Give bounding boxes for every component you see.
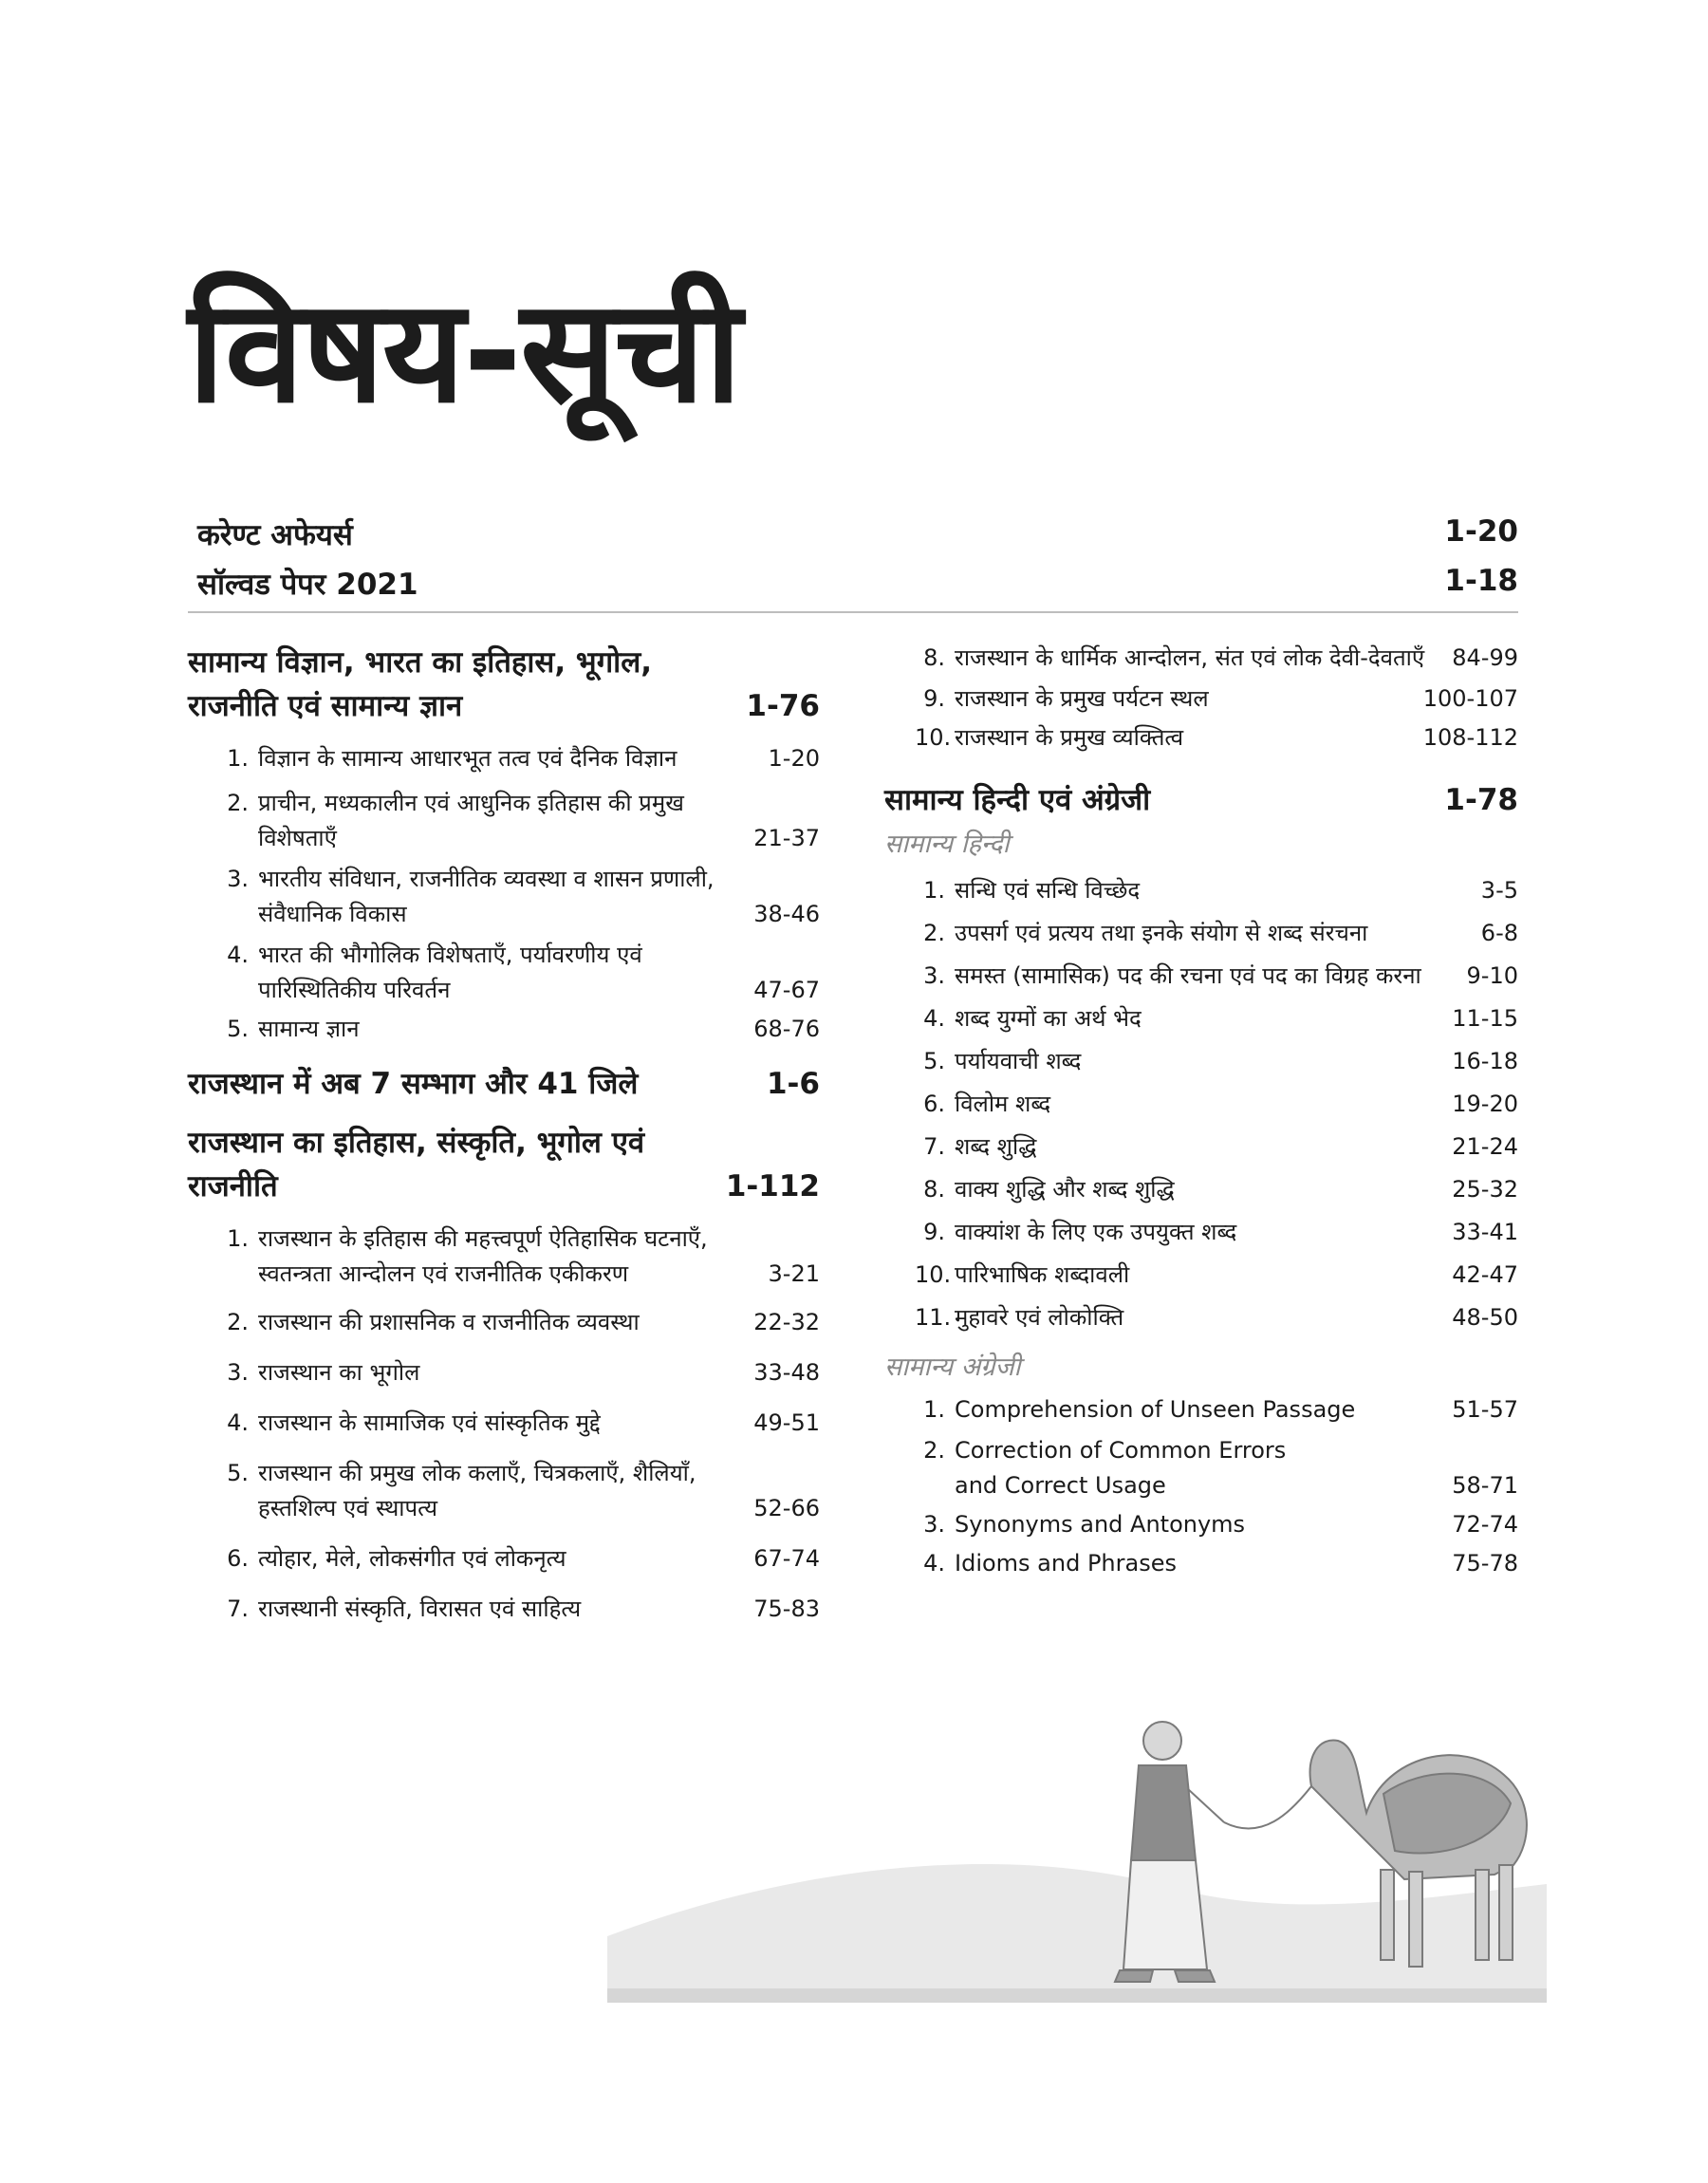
toc-item[interactable] [188, 1456, 820, 1526]
item-text: पारिभाषिक शब्दावली [955, 1261, 1130, 1288]
item-number: 10. [915, 1261, 952, 1288]
toc-item[interactable] [884, 1300, 1518, 1335]
section-pages: 1-76 [746, 689, 820, 723]
desert-dune [607, 1864, 1547, 2003]
toc-item[interactable] [188, 1355, 820, 1390]
item-number: 2. [923, 1437, 945, 1464]
section-pages: 1-112 [725, 1169, 820, 1203]
item-text: राजस्थान का भूगोल [258, 1359, 420, 1386]
item-number: 11. [915, 1304, 952, 1331]
item-number: 2. [923, 920, 945, 946]
item-pages: 67-74 [753, 1545, 820, 1572]
toc-item[interactable] [884, 959, 1518, 994]
item-number: 5. [227, 1460, 249, 1486]
toc-right-column [884, 641, 1518, 1581]
item-text: प्राचीन, मध्यकालीन एवं आधुनिक इतिहास की प्रमुख विशेषताएँ [258, 790, 684, 851]
item-number: 5. [227, 1016, 249, 1042]
item-number: 1. [923, 1396, 945, 1423]
toc-item[interactable] [188, 1222, 820, 1292]
item-text: राजस्थान के प्रमुख व्यक्तित्व [955, 724, 1184, 751]
toc-item[interactable] [188, 1406, 820, 1441]
item-pages: 75-83 [753, 1595, 820, 1622]
item-text: Correction of Common Errors and Correct Usage [955, 1437, 1287, 1499]
item-text: भारतीय संविधान, राजनीतिक व्यवस्था व शासन प्रणाली, संवैधानिक विकास [258, 866, 715, 927]
item-number: 6. [923, 1091, 945, 1117]
item-number: 6. [227, 1545, 249, 1572]
item-text: वाक्य शुद्धि और शब्द शुद्धि [955, 1176, 1175, 1203]
section-heading[interactable] [188, 1121, 820, 1208]
item-pages: 52-66 [753, 1495, 820, 1521]
section-title: सामान्य हिन्दी एवं अंग्रेजी [884, 783, 1151, 817]
divider [188, 611, 1518, 613]
item-text: Idioms and Phrases [955, 1550, 1177, 1577]
item-pages: 68-76 [753, 1016, 820, 1042]
item-text: राजस्थान की प्रशासनिक व राजनीतिक व्यवस्था [258, 1309, 640, 1335]
item-pages: 42-47 [1452, 1261, 1518, 1288]
toc-item[interactable] [884, 1087, 1518, 1122]
item-text: त्योहार, मेले, लोकसंगीत एवं लोकनृत्य [258, 1545, 566, 1572]
entry-label: सॉल्वड पेपर 2021 [197, 568, 418, 602]
toc-item[interactable] [188, 1592, 820, 1627]
item-text: सामान्य ज्ञान [258, 1016, 360, 1042]
item-text: विज्ञान के सामान्य आधारभूत तत्व एवं दैनिक विज्ञान [258, 745, 678, 772]
item-pages: 9-10 [1466, 962, 1518, 989]
item-pages: 3-5 [1480, 877, 1518, 904]
item-pages: 38-46 [753, 901, 820, 927]
item-number: 4. [923, 1005, 945, 1032]
item-pages: 72-74 [1452, 1511, 1518, 1538]
section-heading[interactable] [188, 1062, 820, 1106]
toc-item[interactable] [884, 1507, 1518, 1542]
item-text: समस्त (सामासिक) पद की रचना एवं पद का विग्रह करना [955, 962, 1421, 989]
item-text: शब्द शुद्धि [955, 1133, 1037, 1160]
item-number: 3. [227, 866, 249, 892]
section-title: सामान्य विज्ञान, भारत का इतिहास, भूगोल, राजनीति एवं सामान्य ज्ञान [188, 645, 653, 723]
entry-pages: 1-18 [1444, 564, 1518, 598]
item-text: राजस्थान के सामाजिक एवं सांस्कृतिक मुद्दे [258, 1409, 601, 1436]
item-number: 4. [923, 1550, 945, 1577]
toc-item[interactable] [884, 1215, 1518, 1250]
section-pages: 1-78 [1444, 783, 1518, 817]
subsection-heading-hindi: सामान्य हिन्दी [884, 830, 1010, 859]
toc-item[interactable] [188, 741, 820, 776]
section-heading[interactable] [188, 641, 820, 728]
item-number: 8. [923, 644, 945, 671]
item-number: 4. [227, 942, 249, 968]
camel-illustration [607, 1699, 1547, 2003]
item-text: भारत की भौगोलिक विशेषताएँ, पर्यावरणीय एवं पारिस्थितिकीय परिवर्तन [258, 942, 642, 1003]
entry-pages: 1-20 [1444, 514, 1518, 549]
entry-label: करेण्ट अफेयर्स [197, 518, 353, 552]
toc-item[interactable] [884, 1129, 1518, 1165]
toc-item[interactable] [884, 641, 1518, 676]
item-number: 9. [923, 1219, 945, 1245]
item-pages: 6-8 [1480, 920, 1518, 946]
section-pages: 1-6 [766, 1067, 820, 1101]
toc-item[interactable] [884, 1001, 1518, 1036]
item-pages: 22-32 [753, 1309, 820, 1335]
item-text: राजस्थान के प्रमुख पर्यटन स्थल [955, 685, 1209, 712]
item-number: 7. [923, 1133, 945, 1160]
item-number: 3. [923, 1511, 945, 1538]
toc-item[interactable] [884, 1546, 1518, 1581]
item-pages: 3-21 [768, 1260, 820, 1287]
toc-item[interactable] [188, 1541, 820, 1577]
toc-item[interactable] [884, 1392, 1518, 1427]
toc-left-column [188, 641, 820, 1627]
item-pages: 21-37 [753, 825, 820, 851]
item-text: वाक्यांश के लिए एक उपयुक्त शब्द [955, 1219, 1237, 1245]
toc-item[interactable] [884, 720, 1518, 756]
item-number: 4. [227, 1409, 249, 1436]
toc-item[interactable] [884, 1258, 1518, 1293]
item-number: 9. [923, 685, 945, 712]
item-pages: 75-78 [1452, 1550, 1518, 1577]
item-pages: 25-32 [1452, 1176, 1518, 1203]
toc-item[interactable] [884, 1044, 1518, 1079]
toc-item[interactable] [884, 916, 1518, 951]
item-text: Comprehension of Unseen Passage [955, 1396, 1356, 1423]
toc-item[interactable] [884, 873, 1518, 908]
item-number: 7. [227, 1595, 249, 1622]
item-number: 1. [227, 745, 249, 772]
item-text: राजस्थान के धार्मिक आन्दोलन, संत एवं लोक देवी-देवताएँ [955, 644, 1425, 671]
page-title: विषय-सूची [188, 270, 740, 435]
item-number: 3. [923, 962, 945, 989]
item-pages: 49-51 [753, 1409, 820, 1436]
item-pages: 51-57 [1452, 1396, 1518, 1423]
item-text: राजस्थान के इतिहास की महत्त्वपूर्ण ऐतिहासिक घटनाएँ, स्वतन्त्रता आन्दोलन एवं राजनीतिक एकीकरण [258, 1225, 708, 1287]
item-text: उपसर्ग एवं प्रत्यय तथा इनके संयोग से शब्द संरचना [955, 920, 1368, 946]
item-text: मुहावरे एवं लोकोक्ति [955, 1304, 1124, 1331]
item-text: Synonyms and Antonyms [955, 1511, 1246, 1538]
item-text: राजस्थानी संस्कृति, विरासत एवं साहित्य [258, 1595, 582, 1622]
item-pages: 58-71 [1452, 1472, 1518, 1499]
item-number: 8. [923, 1176, 945, 1203]
item-pages: 11-15 [1452, 1005, 1518, 1032]
item-pages: 108-112 [1422, 724, 1518, 751]
ground-band [607, 1988, 1547, 2003]
item-pages: 21-24 [1452, 1133, 1518, 1160]
toc-item[interactable] [188, 938, 820, 1008]
item-text: राजस्थान की प्रमुख लोक कलाएँ, चित्रकलाएँ, शैलियाँ, हस्तशिल्प एवं स्थापत्य [258, 1460, 696, 1521]
item-text: पर्यायवाची शब्द [955, 1048, 1082, 1074]
item-pages: 1-20 [768, 745, 820, 772]
item-pages: 100-107 [1422, 685, 1518, 712]
toc-item[interactable] [188, 1305, 820, 1340]
item-text: विलोम शब्द [955, 1091, 1051, 1117]
item-text: शब्द युग्मों का अर्थ भेद [955, 1005, 1142, 1032]
item-number: 2. [227, 1309, 249, 1335]
section-title: राजस्थान में अब 7 सम्भाग और 41 जिले [188, 1067, 639, 1101]
rope [1224, 1786, 1311, 1828]
toc-item[interactable] [188, 786, 820, 856]
item-number: 2. [227, 790, 249, 816]
item-number: 3. [227, 1359, 249, 1386]
section-heading[interactable] [884, 778, 1518, 822]
item-pages: 33-41 [1452, 1219, 1518, 1245]
item-text: सन्धि एवं सन्धि विच्छेद [955, 877, 1141, 904]
section-title: राजस्थान का इतिहास, संस्कृति, भूगोल एवं राजनीति [188, 1126, 645, 1203]
item-pages: 47-67 [753, 977, 820, 1003]
subsection-heading-english: सामान्य अंग्रेजी [884, 1353, 1021, 1382]
item-number: 1. [227, 1225, 249, 1252]
toc-item[interactable] [884, 681, 1518, 717]
toc-item[interactable] [884, 1172, 1518, 1207]
item-pages: 33-48 [753, 1359, 820, 1386]
toc-item[interactable] [188, 862, 820, 932]
toc-item[interactable] [188, 1012, 820, 1047]
item-pages: 19-20 [1452, 1091, 1518, 1117]
toc-item[interactable] [884, 1433, 1518, 1503]
item-pages: 84-99 [1452, 644, 1518, 671]
item-pages: 48-50 [1452, 1304, 1518, 1331]
item-pages: 16-18 [1452, 1048, 1518, 1074]
item-number: 1. [923, 877, 945, 904]
item-number: 5. [923, 1048, 945, 1074]
item-number: 10. [915, 724, 952, 751]
toc-entry-solved-paper[interactable] [197, 564, 1518, 604]
toc-entry-current-affairs[interactable] [197, 514, 1518, 554]
